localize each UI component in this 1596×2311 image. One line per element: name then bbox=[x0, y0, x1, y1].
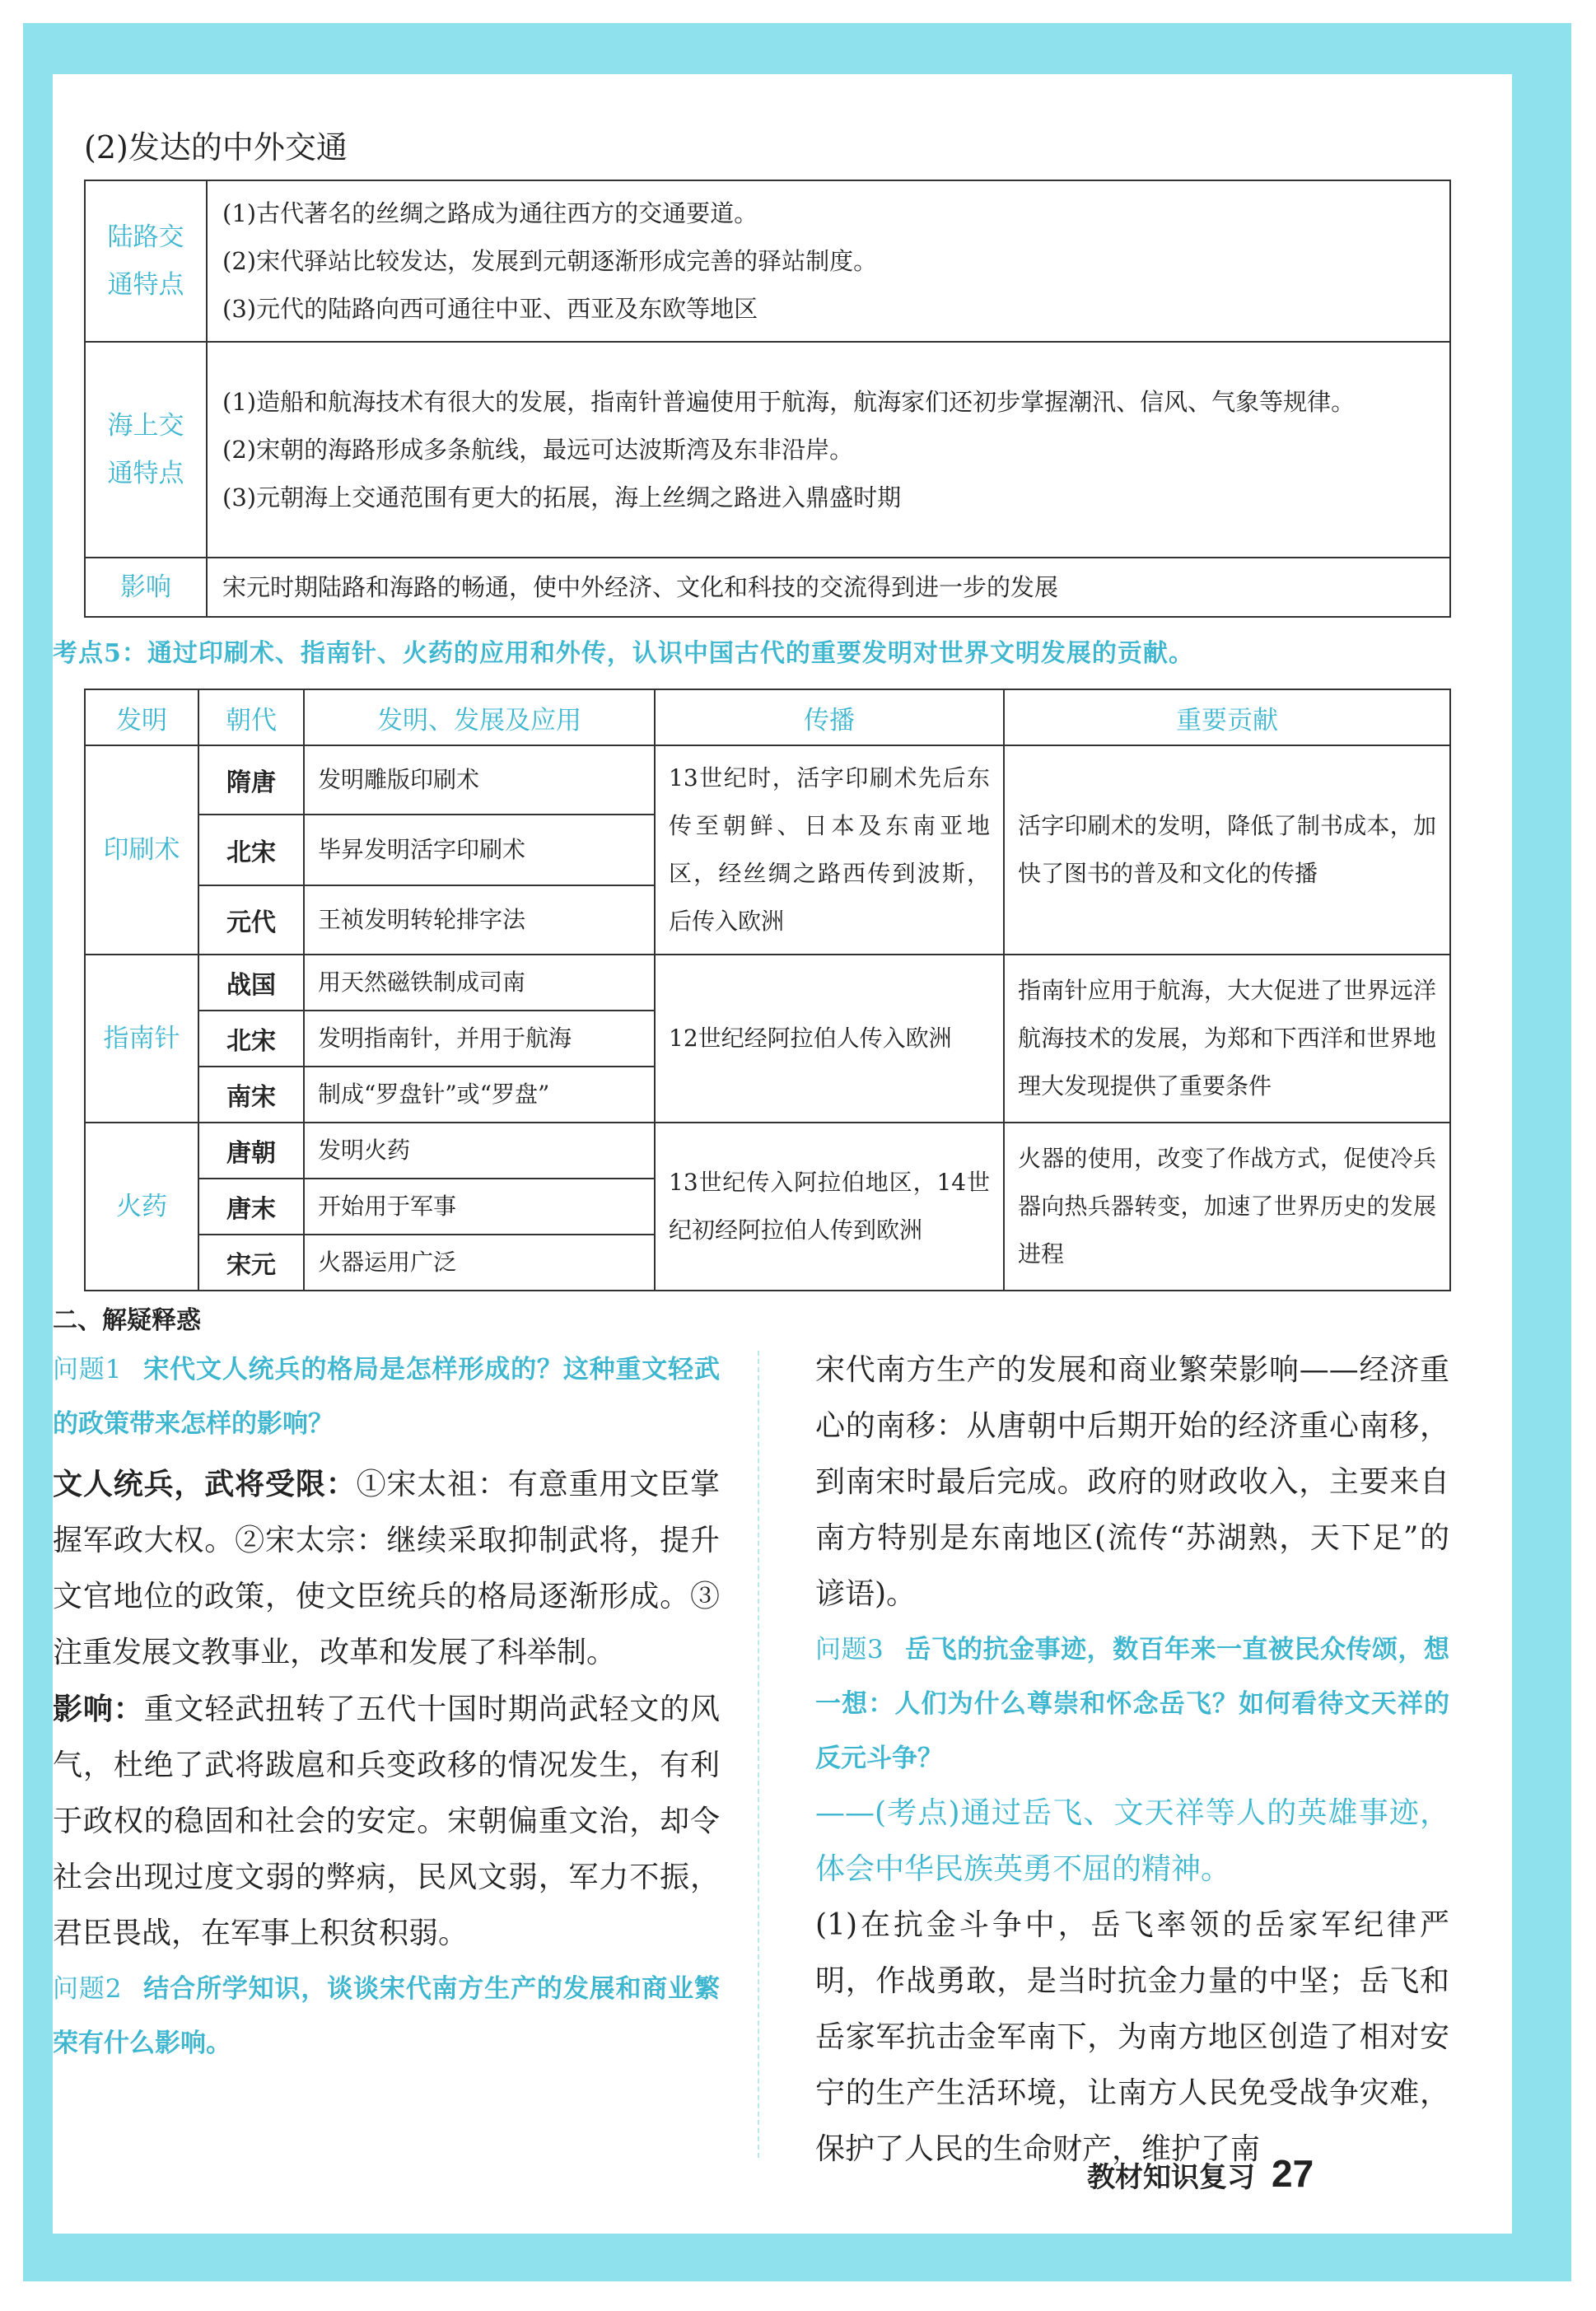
question-number: 问题3 bbox=[815, 1635, 884, 1664]
question-text: 结合所学知识，谈谈宋代南方生产的发展和商业繁荣有什么影响。 bbox=[53, 1974, 720, 2058]
row-label-sea: 海上交 通特点 bbox=[85, 342, 207, 558]
question-number: 问题2 bbox=[53, 1974, 122, 2004]
page-number: 27 bbox=[1272, 2152, 1314, 2195]
detail-cell: 发明火药 bbox=[304, 1123, 655, 1179]
row-label-impact: 影响 bbox=[85, 558, 207, 617]
header-contribution: 重要贡献 bbox=[1004, 689, 1450, 745]
answer-paragraph bbox=[53, 1456, 720, 1681]
left-column bbox=[53, 1342, 720, 2071]
dynasty-cell: 元代 bbox=[198, 885, 304, 955]
contribution-gunpowder: 火器的使用，改变了作战方式，促使冷兵器向热兵器转变，加速了世界历史的发展进程 bbox=[1004, 1123, 1450, 1291]
footer-label: 教材知识复习 bbox=[1087, 2162, 1255, 2193]
row-label-land: 陆路交 通特点 bbox=[85, 180, 207, 342]
invention-printing: 印刷术 bbox=[85, 745, 198, 955]
part-title: 二、解疑释惑 bbox=[53, 1306, 201, 1335]
contribution-compass: 指南针应用于航海，大大促进了世界远洋航海技术的发展，为郑和下西洋和世界地理大发现提供了重要条件 bbox=[1004, 955, 1450, 1123]
header-spread: 传播 bbox=[655, 689, 1004, 745]
row-content-impact: 宋元时期陆路和海路的畅通，使中外经济、文化和科技的交流得到进一步的发展 bbox=[207, 558, 1450, 617]
row-content-land: (1)古代著名的丝绸之路成为通往西方的交通要道。 (2)宋代驿站比较发达，发展到元朝逐渐形成完善的驿站制度。 (3)元代的陆路向西可通往中亚、西亚及东欧等地区 bbox=[207, 180, 1450, 342]
dynasty-cell: 隋唐 bbox=[198, 745, 304, 815]
answer-text: 重文轻武扭转了五代十国时期尚武轻文的风气，杜绝了武将跋扈和兵变政移的情况发生，有利于政权的稳固和社会的安定。宋朝偏重文治，却令社会出现过度文弱的弊病，民风文弱，军力不振，君臣畏战，在军事上积贫积弱。 bbox=[53, 1692, 720, 1950]
table-row bbox=[85, 180, 1450, 342]
table-row bbox=[85, 558, 1450, 617]
question-2 bbox=[53, 1962, 720, 2071]
detail-cell: 制成“罗盘针”或“罗盘” bbox=[304, 1067, 655, 1123]
table-row bbox=[85, 1123, 1450, 1179]
header-development: 发明、发展及应用 bbox=[304, 689, 655, 745]
dynasty-cell: 唐末 bbox=[198, 1179, 304, 1235]
dynasty-cell: 唐朝 bbox=[198, 1123, 304, 1179]
detail-cell: 发明指南针，并用于航海 bbox=[304, 1011, 655, 1067]
spread-compass: 12世纪经阿拉伯人传入欧洲 bbox=[655, 955, 1004, 1123]
border-band-right bbox=[1512, 23, 1571, 2280]
table-header-row bbox=[85, 689, 1450, 745]
question-1 bbox=[53, 1342, 720, 1451]
answer-paragraph bbox=[53, 1681, 720, 1962]
spread-printing: 13世纪时，活字印刷术先后东传至朝鲜、日本及东南亚地区，经丝绸之路西传到波斯，后传入欧洲 bbox=[655, 745, 1004, 955]
dynasty-cell: 北宋 bbox=[198, 815, 304, 885]
detail-cell: 发明雕版印刷术 bbox=[304, 745, 655, 815]
dynasty-cell: 南宋 bbox=[198, 1067, 304, 1123]
border-band-top bbox=[23, 23, 1571, 74]
question-text: 宋代文人统兵的格局是怎样形成的？这种重文轻武的政策带来怎样的影响？ bbox=[53, 1355, 720, 1439]
table-row bbox=[85, 745, 1450, 815]
exam-point: 考点5：通过印刷术、指南针、火药的应用和外传，认识中国古代的重要发明对世界文明发展的贡献。 bbox=[53, 639, 1194, 668]
question-number: 问题1 bbox=[53, 1355, 122, 1384]
column-divider bbox=[758, 1351, 759, 2158]
answer-lead: 文人统兵，武将受限： bbox=[53, 1467, 357, 1501]
exam-point-note: ——(考点)通过岳飞、文天祥等人的英雄事迹，体会中华民族英勇不屈的精神。 bbox=[815, 1796, 1449, 1886]
table-row bbox=[85, 955, 1450, 1011]
detail-cell: 火器运用广泛 bbox=[304, 1235, 655, 1291]
invention-compass: 指南针 bbox=[85, 955, 198, 1123]
invention-gunpowder: 火药 bbox=[85, 1123, 198, 1291]
transport-table bbox=[84, 180, 1451, 618]
border-band-bottom bbox=[23, 2234, 1571, 2281]
answer-paragraph: 宋代南方生产的发展和商业繁荣影响——经济重心的南移：从唐朝中后期开始的经济重心南移，到南宋时最后完成。政府的财政收入，主要来自南方特别是东南地区(流传“苏湖熟，天下足”的谚语)。 bbox=[815, 1353, 1449, 1611]
question-text: 岳飞的抗金事迹，数百年来一直被民众传颂，想一想：人们为什么尊崇和怀念岳飞？如何看待文天祥的反元斗争？ bbox=[815, 1635, 1449, 1773]
answer-paragraph: (1)在抗金斗争中，岳飞率领的岳家军纪律严明，作战勇敢，是当时抗金力量的中坚；岳飞和岳家军抗击金军南下，为南方地区创造了相对安宁的生产生活环境，让南方人民免受战争灾难，保护了人民的生命财产，维护了南 bbox=[815, 1908, 1449, 2166]
section-heading: (2)发达的中外交通 bbox=[84, 129, 348, 166]
border-band-left bbox=[23, 23, 53, 2280]
dynasty-cell: 北宋 bbox=[198, 1011, 304, 1067]
page-footer bbox=[1087, 2151, 1314, 2196]
question-3 bbox=[815, 1622, 1449, 1786]
dynasty-cell: 战国 bbox=[198, 955, 304, 1011]
dynasty-cell: 宋元 bbox=[198, 1235, 304, 1291]
detail-cell: 开始用于军事 bbox=[304, 1179, 655, 1235]
spread-gunpowder: 13世纪传入阿拉伯地区，14世纪初经阿拉伯人传到欧洲 bbox=[655, 1123, 1004, 1291]
contribution-printing: 活字印刷术的发明，降低了制书成本，加快了图书的普及和文化的传播 bbox=[1004, 745, 1450, 955]
inventions-table bbox=[84, 689, 1451, 1291]
right-column bbox=[815, 1342, 1449, 2178]
detail-cell: 王祯发明转轮排字法 bbox=[304, 885, 655, 955]
table-row bbox=[85, 342, 1450, 558]
header-dynasty: 朝代 bbox=[198, 689, 304, 745]
row-content-sea: (1)造船和航海技术有很大的发展，指南针普遍使用于航海，航海家们还初步掌握潮汛、信风、气象等规律。 (2)宋朝的海路形成多条航线，最远可达波斯湾及东非沿岸。 (3)元朝海上交通范围有更大的拓展，海上丝绸之路进入鼎盛时期 bbox=[207, 342, 1450, 558]
detail-cell: 毕昇发明活字印刷术 bbox=[304, 815, 655, 885]
detail-cell: 用天然磁铁制成司南 bbox=[304, 955, 655, 1011]
answer-lead: 影响： bbox=[53, 1692, 144, 1725]
answer-text: ①宋太祖：有意重用文臣掌握军政大权。②宋太宗：继续采取抑制武将，提升文官地位的政策，使文臣统兵的格局逐渐形成。③注重发展文教事业，改革和发展了科举制。 bbox=[53, 1468, 720, 1669]
header-invention: 发明 bbox=[85, 689, 198, 745]
